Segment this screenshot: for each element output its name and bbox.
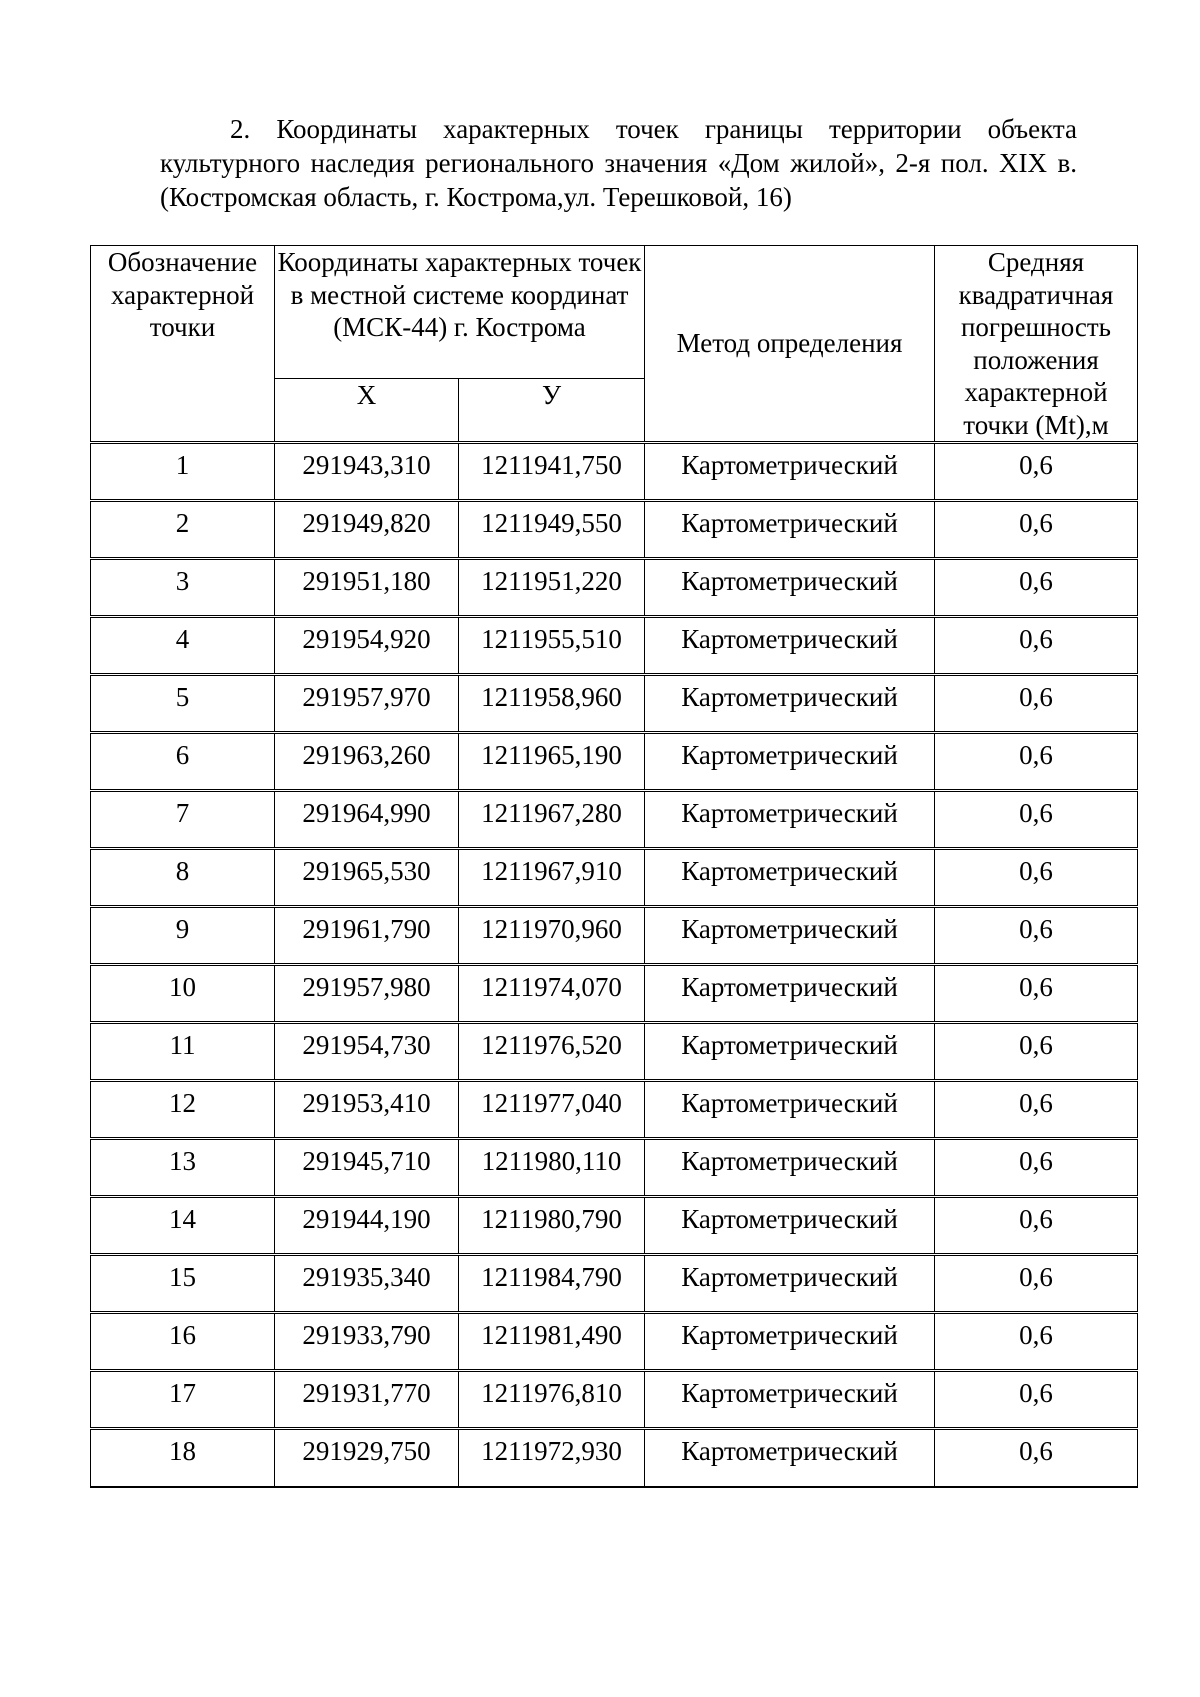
cell-point-number: 1 bbox=[91, 443, 275, 501]
table-row bbox=[91, 1197, 1138, 1255]
cell-y: 1211965,190 bbox=[459, 733, 645, 791]
cell-error: 0,6 bbox=[935, 559, 1138, 617]
cell-error: 0,6 bbox=[935, 501, 1138, 559]
cell-y: 1211941,750 bbox=[459, 443, 645, 501]
cell-error: 0,6 bbox=[935, 1081, 1138, 1139]
cell-error: 0,6 bbox=[935, 1371, 1138, 1429]
cell-method: Картометрический bbox=[645, 501, 935, 559]
coordinates-table bbox=[90, 245, 1138, 1488]
header-designation: Обозначение характерной точки bbox=[91, 246, 275, 443]
cell-x: 291933,790 bbox=[275, 1313, 459, 1371]
cell-x: 291964,990 bbox=[275, 791, 459, 849]
table-row bbox=[91, 675, 1138, 733]
table-row bbox=[91, 849, 1138, 907]
table-row bbox=[91, 1429, 1138, 1487]
cell-x: 291945,710 bbox=[275, 1139, 459, 1197]
cell-error: 0,6 bbox=[935, 791, 1138, 849]
cell-point-number: 11 bbox=[91, 1023, 275, 1081]
cell-method: Картометрический bbox=[645, 1081, 935, 1139]
cell-method: Картометрический bbox=[645, 559, 935, 617]
header-coordinates: Координаты характерных точек в местной системе координат (МСК-44) г. Кострома bbox=[275, 246, 645, 379]
cell-y: 1211949,550 bbox=[459, 501, 645, 559]
cell-method: Картометрический bbox=[645, 965, 935, 1023]
cell-point-number: 18 bbox=[91, 1429, 275, 1487]
cell-method: Картометрический bbox=[645, 733, 935, 791]
cell-y: 1211955,510 bbox=[459, 617, 645, 675]
cell-x: 291954,730 bbox=[275, 1023, 459, 1081]
cell-method: Картометрический bbox=[645, 675, 935, 733]
cell-x: 291949,820 bbox=[275, 501, 459, 559]
table-row bbox=[91, 1081, 1138, 1139]
cell-x: 291965,530 bbox=[275, 849, 459, 907]
table-row bbox=[91, 1139, 1138, 1197]
cell-method: Картометрический bbox=[645, 1197, 935, 1255]
cell-method: Картометрический bbox=[645, 791, 935, 849]
cell-error: 0,6 bbox=[935, 1139, 1138, 1197]
cell-point-number: 3 bbox=[91, 559, 275, 617]
cell-point-number: 6 bbox=[91, 733, 275, 791]
cell-method: Картометрический bbox=[645, 907, 935, 965]
cell-error: 0,6 bbox=[935, 907, 1138, 965]
header-error: Средняя квадратичная погрешность положения характерной точки (Mt),м bbox=[935, 246, 1138, 443]
table-row bbox=[91, 1255, 1138, 1313]
cell-error: 0,6 bbox=[935, 675, 1138, 733]
table-row bbox=[91, 907, 1138, 965]
document-heading: 2. Координаты характерных точек границы территории объекта культурного наследия регионального значения «Дом жилой», 2-я пол. XIX в. (Костромская область, г. Кострома,ул. Терешковой, 16) bbox=[160, 114, 1077, 212]
cell-point-number: 9 bbox=[91, 907, 275, 965]
cell-y: 1211967,910 bbox=[459, 849, 645, 907]
cell-error: 0,6 bbox=[935, 1313, 1138, 1371]
table-row bbox=[91, 733, 1138, 791]
cell-x: 291929,750 bbox=[275, 1429, 459, 1487]
cell-method: Картометрический bbox=[645, 1023, 935, 1081]
cell-x: 291961,790 bbox=[275, 907, 459, 965]
cell-method: Картометрический bbox=[645, 617, 935, 675]
cell-x: 291943,310 bbox=[275, 443, 459, 501]
cell-y: 1211976,810 bbox=[459, 1371, 645, 1429]
cell-x: 291954,920 bbox=[275, 617, 459, 675]
cell-point-number: 16 bbox=[91, 1313, 275, 1371]
table-row bbox=[91, 501, 1138, 559]
cell-error: 0,6 bbox=[935, 443, 1138, 501]
cell-x: 291931,770 bbox=[275, 1371, 459, 1429]
cell-x: 291944,190 bbox=[275, 1197, 459, 1255]
cell-y: 1211981,490 bbox=[459, 1313, 645, 1371]
cell-y: 1211977,040 bbox=[459, 1081, 645, 1139]
cell-y: 1211967,280 bbox=[459, 791, 645, 849]
table-row bbox=[91, 617, 1138, 675]
cell-error: 0,6 bbox=[935, 617, 1138, 675]
table-row bbox=[91, 443, 1138, 501]
cell-method: Картометрический bbox=[645, 1255, 935, 1313]
cell-y: 1211980,790 bbox=[459, 1197, 645, 1255]
table-row bbox=[91, 965, 1138, 1023]
cell-method: Картометрический bbox=[645, 443, 935, 501]
cell-x: 291957,980 bbox=[275, 965, 459, 1023]
cell-method: Картометрический bbox=[645, 849, 935, 907]
cell-point-number: 13 bbox=[91, 1139, 275, 1197]
cell-point-number: 14 bbox=[91, 1197, 275, 1255]
cell-y: 1211972,930 bbox=[459, 1429, 645, 1487]
table-row bbox=[91, 1023, 1138, 1081]
cell-y: 1211974,070 bbox=[459, 965, 645, 1023]
cell-point-number: 17 bbox=[91, 1371, 275, 1429]
cell-x: 291957,970 bbox=[275, 675, 459, 733]
cell-point-number: 10 bbox=[91, 965, 275, 1023]
table-row bbox=[91, 1313, 1138, 1371]
table-row bbox=[91, 1371, 1138, 1429]
cell-y: 1211980,110 bbox=[459, 1139, 645, 1197]
cell-y: 1211951,220 bbox=[459, 559, 645, 617]
cell-point-number: 4 bbox=[91, 617, 275, 675]
header-x: Х bbox=[275, 379, 459, 443]
cell-method: Картометрический bbox=[645, 1313, 935, 1371]
cell-y: 1211958,960 bbox=[459, 675, 645, 733]
cell-x: 291935,340 bbox=[275, 1255, 459, 1313]
cell-method: Картометрический bbox=[645, 1139, 935, 1197]
cell-error: 0,6 bbox=[935, 965, 1138, 1023]
header-method: Метод определения bbox=[645, 246, 935, 443]
cell-point-number: 15 bbox=[91, 1255, 275, 1313]
cell-point-number: 7 bbox=[91, 791, 275, 849]
cell-error: 0,6 bbox=[935, 1255, 1138, 1313]
cell-error: 0,6 bbox=[935, 733, 1138, 791]
cell-x: 291963,260 bbox=[275, 733, 459, 791]
cell-x: 291953,410 bbox=[275, 1081, 459, 1139]
cell-error: 0,6 bbox=[935, 1023, 1138, 1081]
cell-method: Картометрический bbox=[645, 1429, 935, 1487]
cell-error: 0,6 bbox=[935, 849, 1138, 907]
table-row bbox=[91, 791, 1138, 849]
cell-point-number: 2 bbox=[91, 501, 275, 559]
cell-point-number: 8 bbox=[91, 849, 275, 907]
cell-method: Картометрический bbox=[645, 1371, 935, 1429]
cell-point-number: 12 bbox=[91, 1081, 275, 1139]
cell-y: 1211970,960 bbox=[459, 907, 645, 965]
table-body bbox=[91, 443, 1138, 1487]
cell-point-number: 5 bbox=[91, 675, 275, 733]
header-y: У bbox=[459, 379, 645, 443]
cell-error: 0,6 bbox=[935, 1197, 1138, 1255]
cell-x: 291951,180 bbox=[275, 559, 459, 617]
cell-y: 1211984,790 bbox=[459, 1255, 645, 1313]
table-row bbox=[91, 559, 1138, 617]
cell-error: 0,6 bbox=[935, 1429, 1138, 1487]
cell-y: 1211976,520 bbox=[459, 1023, 645, 1081]
